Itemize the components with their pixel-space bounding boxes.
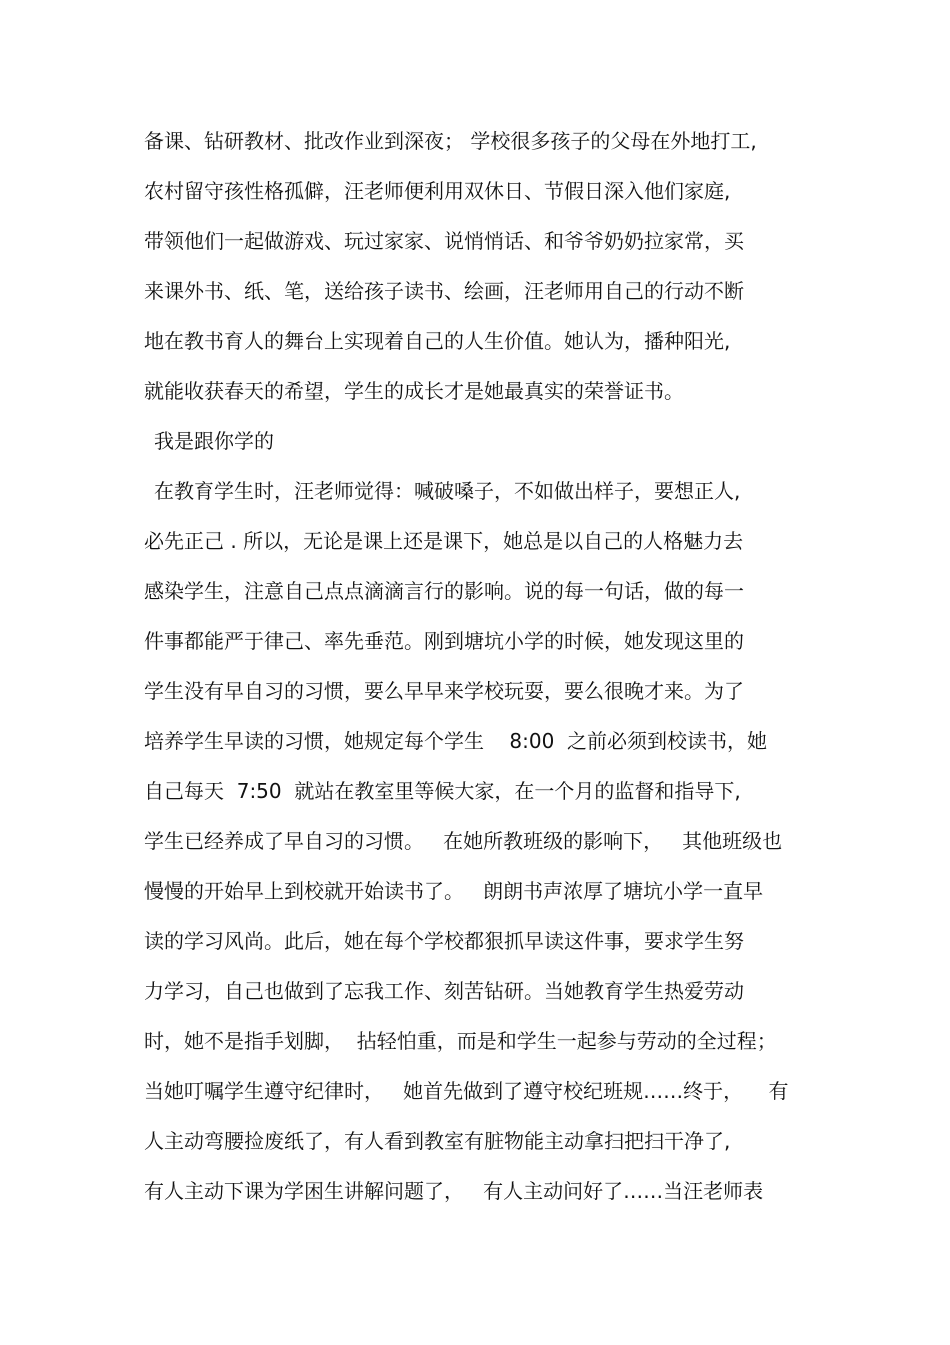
text-line: 地在教书育人的舞台上实现着自己的人生价值。她认为，播种阳光, xyxy=(144,329,731,353)
text-line: 自己每天 7:50 就站在教室里等候大家，在一个月的监督和指导下, xyxy=(144,779,741,803)
text-line: 必先正己 . 所以，无论是课上还是课下，她总是以自己的人格魅力去 xyxy=(144,529,744,553)
text-line: 培养学生早读的习惯，她规定每个学生 8:00 之前必须到校读书，她 xyxy=(144,729,768,753)
text-line: 人主动弯腰捡废纸了，有人看到教室有脏物能主动拿扫把扫干净了, xyxy=(144,1129,731,1153)
body-text xyxy=(144,122,834,1222)
text-line: 慢慢的开始早上到校就开始读书了。 朗朗书声浓厚了塘坑小学一直早 xyxy=(144,879,764,903)
text-line: 备课、钻研教材、批改作业到深夜； 学校很多孩子的父母在外地打工, xyxy=(144,129,757,153)
text-line: 时，她不是指手划脚， 拈轻怕重，而是和学生一起参与劳动的全过程； xyxy=(144,1029,777,1053)
text-line: 当她叮嘱学生遵守纪律时， 她首先做到了遵守校纪班规……终于， 有 xyxy=(144,1079,789,1103)
text-line: 感染学生，注意自己点点滴滴言行的影响。说的每一句话，做的每一 xyxy=(144,579,744,603)
text-line: 读的学习风尚。此后，她在每个学校都狠抓早读这件事，要求学生努 xyxy=(144,929,744,953)
text-line: 件事都能严于律己、率先垂范。刚到塘坑小学的时候，她发现这里的 xyxy=(144,629,744,653)
text-line: 学生已经养成了早自习的习惯。 在她所教班级的影响下， 其他班级也 xyxy=(144,829,783,853)
text-line: 农村留守孩性格孤僻，汪老师便利用双休日、节假日深入他们家庭, xyxy=(144,179,731,203)
text-line: 学生没有早自习的习惯，要么早早来学校玩耍，要么很晚才来。为了 xyxy=(144,679,744,703)
text-line: 带领他们一起做游戏、玩过家家、说悄悄话、和爷爷奶奶拉家常，买 xyxy=(144,229,744,253)
text-line: 来课外书、纸、笔，送给孩子读书、绘画，汪老师用自己的行动不断 xyxy=(144,279,744,303)
text-line: 力学习，自己也做到了忘我工作、刻苦钻研。当她教育学生热爱劳动 xyxy=(144,979,744,1003)
text-line: 就能收获春天的希望，学生的成长才是她最真实的荣誉证书。 xyxy=(144,379,684,403)
section-heading: 我是跟你学的 xyxy=(154,429,274,453)
text-line: 在教育学生时，汪老师觉得：喊破嗓子，不如做出样子，要想正人, xyxy=(154,479,741,503)
text-line: 有人主动下课为学困生讲解问题了， 有人主动问好了……当汪老师表 xyxy=(144,1179,764,1203)
